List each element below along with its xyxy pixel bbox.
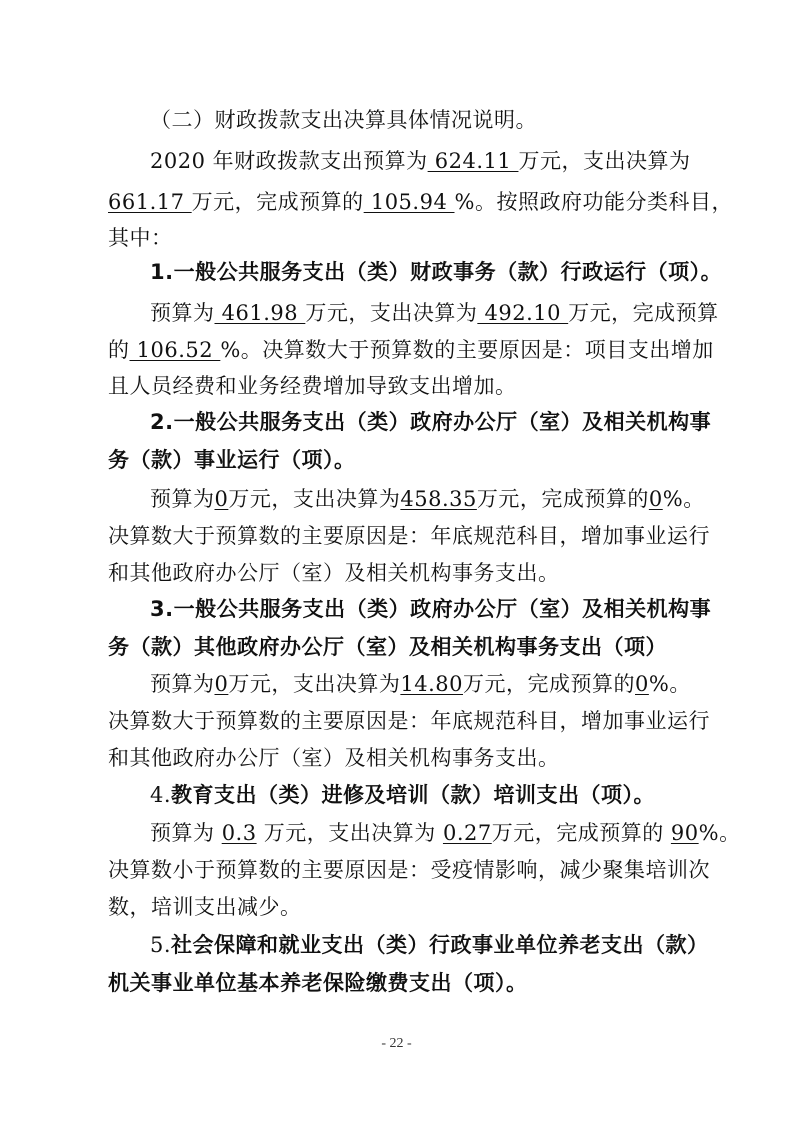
item-1-line-2: 的 106.52 %。决算数大于预算数的主要原因是：项目支出增加 [108,338,714,362]
item-3-title-2: 务（款）其他政府办公厅（室）及相关机构事务支出（项） [108,635,667,659]
item-2-line-2: 决算数大于预算数的主要原因是：年底规范科目，增加事业运行 [108,524,710,548]
page-number: - 22 - [381,1036,412,1051]
intro-line-2: 661.17 万元，完成预算的 105.94 %。按照政府功能分类科目， [108,190,733,214]
item-3-line-3: 和其他政府办公厅（室）及相关机构事务支出。 [108,746,560,770]
item-3-line-1: 预算为0万元，支出决算为14.80万元，完成预算的0%。 [150,672,691,696]
item-4-title: 4.教育支出（类）进修及培训（款）培训支出（项）。 [150,783,656,807]
item-2-line-3: 和其他政府办公厅（室）及相关机构事务支出。 [108,561,560,585]
item-1-rate: 106.52 [129,338,221,362]
item-2-actual: 458.35 [400,487,477,511]
item-1-actual: 492.10 [477,301,569,325]
section-heading: （二）财政拨款支出决算具体情况说明。 [150,108,537,132]
item-3-line-2: 决算数大于预算数的主要原因是：年底规范科目，增加事业运行 [108,709,710,733]
item-4-line-1: 预算为 0.3 万元，支出决算为 0.27万元，完成预算的 90%。 [150,821,741,845]
item-2-rate: 0 [648,487,663,511]
item-4-line-2: 决算数小于预算数的主要原因是：受疫情影响，减少聚集培训次 [108,858,710,882]
item-4-rate: 90 [670,821,699,845]
item-4-actual: 0.27 [442,821,492,845]
item-1-line-3: 且人员经费和业务经费增加导致支出增加。 [108,374,517,398]
item-4-budget: 0.3 [221,821,257,845]
intro-line-1: 2020 年财政拨款支出预算为 624.11 万元，支出决算为 [150,149,691,173]
item-1-title: 1.一般公共服务支出（类）财政事务（款）行政运行（项）。 [150,260,723,284]
item-1-budget: 461.98 [214,301,306,325]
item-4-line-3: 数，培训支出减少。 [108,895,302,919]
intro-line-3: 其中： [108,226,173,250]
intro-rate-value: 105.94 [363,190,455,214]
item-3-budget: 0 [214,672,229,696]
item-2-title-1: 2.一般公共服务支出（类）政府办公厅（室）及相关机构事 [150,410,712,434]
item-2-title-2: 务（款）事业运行（项）。 [108,448,356,472]
intro-actual-value: 661.17 [108,190,192,214]
item-5-title-2: 机关事业单位基本养老保险缴费支出（项）。 [108,971,528,995]
item-1-line-1: 预算为 461.98 万元，支出决算为 492.10 万元，完成预算 [150,301,719,325]
item-3-title-1: 3.一般公共服务支出（类）政府办公厅（室）及相关机构事 [150,597,712,621]
intro-budget-value: 624.11 [427,149,519,173]
item-3-rate: 0 [635,672,649,696]
item-2-line-1: 预算为0万元，支出决算为458.35万元，完成预算的0%。 [150,487,705,511]
item-2-budget: 0 [214,487,229,511]
item-5-title-1: 5.社会保障和就业支出（类）行政事业单位养老支出（款） [150,933,709,957]
item-3-actual: 14.80 [400,672,463,696]
